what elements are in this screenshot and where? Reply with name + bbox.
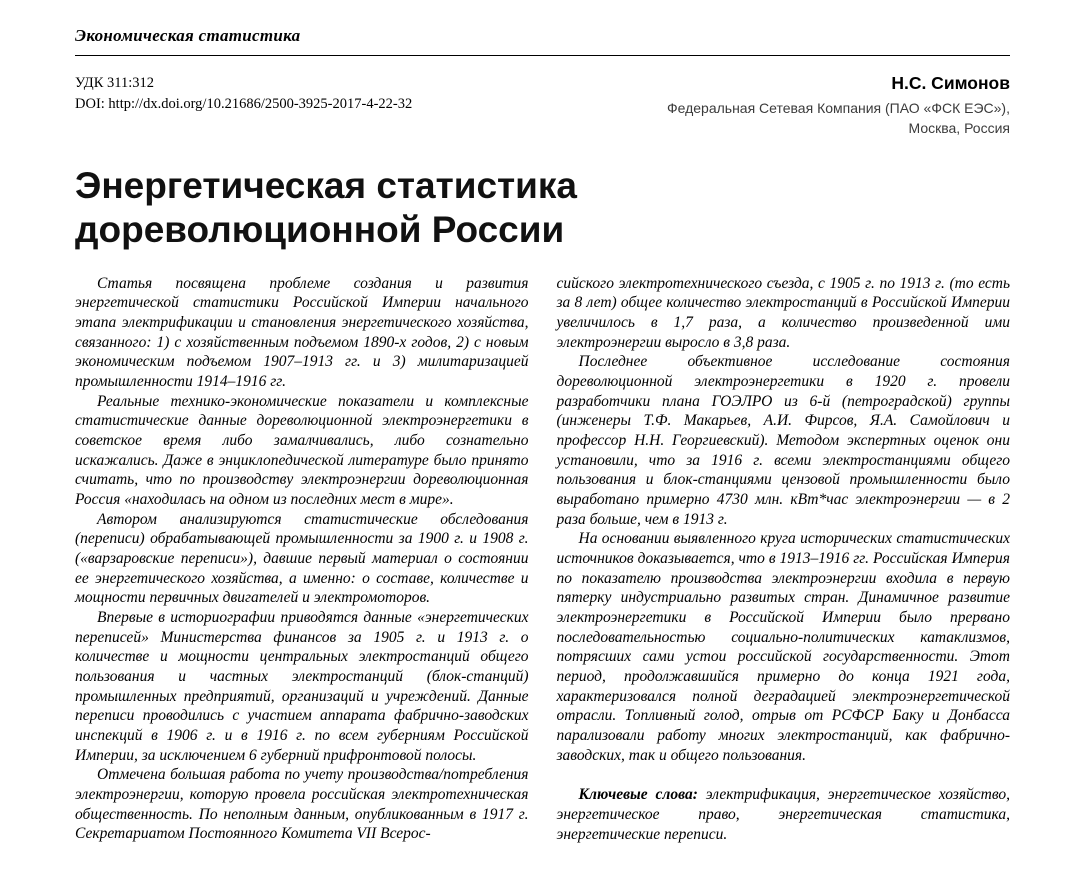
author-name: Н.С. Симонов <box>891 73 1010 93</box>
running-head <box>75 26 1010 56</box>
article-title-line2: дореволюционной России <box>75 208 565 250</box>
abstract-column-right <box>557 274 1011 845</box>
abstract-paragraph: Автором анализируются статистические обследования (переписи) обрабатывающей промышленности за 1900 г. и 1908 г. («варзаровские переписи»), давшие первый материал о состоянии ее энергетического хозяйства, а именно: о составе, количестве и мощности первичных двигателей и электромоторов. <box>75 510 529 607</box>
abstract <box>75 274 1010 845</box>
abstract-paragraph: Статья посвящена проблеме создания и развития энергетической статистики Российской Империи начального этапа электрификации и становления энергетического хозяйства, связанного: 1) с хозяйственным подъемом 1890-х годов, 2) с новым экономическим подъемом 1907–1913 гг. и 3) милитаризацией промышленности 1914–1916 гг. <box>75 274 529 390</box>
article-title <box>75 164 1010 251</box>
abstract-paragraph: На основании выявленного круга исторических статистических источников доказывается, что в 1913–1916 гг. Российская Империя по показателю производства электроэнергии входила в первую пятерку индустриально развитых стран. Динамичное развитие электроэнергетики в Российской Империи было прервано последовательностью социально-политических катаклизмов, потрясших сами устои российской государственности. Этот период, продолжавшийся примерно до конца 1921 года, характеризовался полной деградацией электроэнергетической отрасли. Топливный голод, отрыв от РСФСР Баку и Донбасса парализовали работу многих электростанций, как фабрично-заводских, так и общего пользования. <box>556 530 1010 764</box>
abstract-paragraph: Реальные технико-экономические показатели и комплексные статистические данные дореволюционной электроэнергетики в советское время либо замалчивались, либо сознательно искажались. Даже в энциклопедической литературе было принято считать, что по производству электроэнергии дореволюционная Россия «находилась на одном из последних мест в мире». <box>75 392 529 508</box>
doi-text: DOI: http://dx.doi.org/10.21686/2500-3925-2017-4-22-32 <box>75 96 413 113</box>
abstract-paragraph: Отмечена большая работа по учету производства/потребления электроэнергии, которую провела российская электротехническая общественность. По неполным данным, опубликованным в 1917 г. Секретариатом Постоянного Комитета VII Всерос- <box>75 766 529 843</box>
abstract-paragraph: Последнее объективное исследование состояния дореволюционной электроэнергетики в 1920 г. провели разработчики плана ГОЭЛРО из 6-й (петроградской) группы (инженеры Т.Ф. Макарьев, А.И. Фирсов, Я.А. Самойлович и профессор Н.Н. Георгиевский). Методом экспертных оценок они установили, что за 1916 г. всеми электростанциями общего пользования и блок-станциями цензовой промышленности было выработано примерно 4730 млн. кВт*час электроэнергии — в 2 раза больше, чем в 1913 г. <box>556 353 1010 528</box>
abstract-paragraph-continuation: сийского электротехнического съезда, с 1905 г. по 1913 г. (то есть за 8 лет) общее количество электростанций в Российской Империи увеличилось в 1,7 раза, а количество произведенной ими электроэнергии выросло в 3,8 раза. <box>556 274 1010 351</box>
keywords-text: электрификация, энергетическое хозяйство, энергетическое право, энергетическая статистика, энергетические переписи. <box>556 786 1011 843</box>
meta-row <box>75 73 1010 138</box>
author-location: Москва, Россия <box>908 119 1010 136</box>
keywords-label: Ключевые слова: <box>578 786 698 804</box>
article-identifiers <box>75 73 412 115</box>
keywords-paragraph <box>557 785 1011 844</box>
article-title-line1: Энергетическая статистика <box>75 165 578 207</box>
author-block <box>667 73 1010 138</box>
abstract-paragraph: Впервые в историографии приводятся данные «энергетических переписей» Министерства финансов за 1905 г. и 1913 г. о количестве и мощности центральных электростанций общего пользования и частных электростанций (блок-станций) промышленных предприятий, организаций и учреждений. Данные переписи проводились с участием аппарата фабрично-заводских инспекций в 1906 г. и в 1916 г. по всем губерниям Российской Империи, за исключением 6 губерний прифронтовой полосы. <box>75 608 529 764</box>
udk-number: УДК 311:312 <box>75 75 154 91</box>
journal-section-title: Экономическая статистика <box>75 26 301 45</box>
abstract-column-left <box>75 274 529 845</box>
author-affiliation: Федеральная Сетевая Компания (ПАО «ФСК ЕЭС»), <box>666 100 1010 116</box>
header-rule <box>75 55 1010 56</box>
